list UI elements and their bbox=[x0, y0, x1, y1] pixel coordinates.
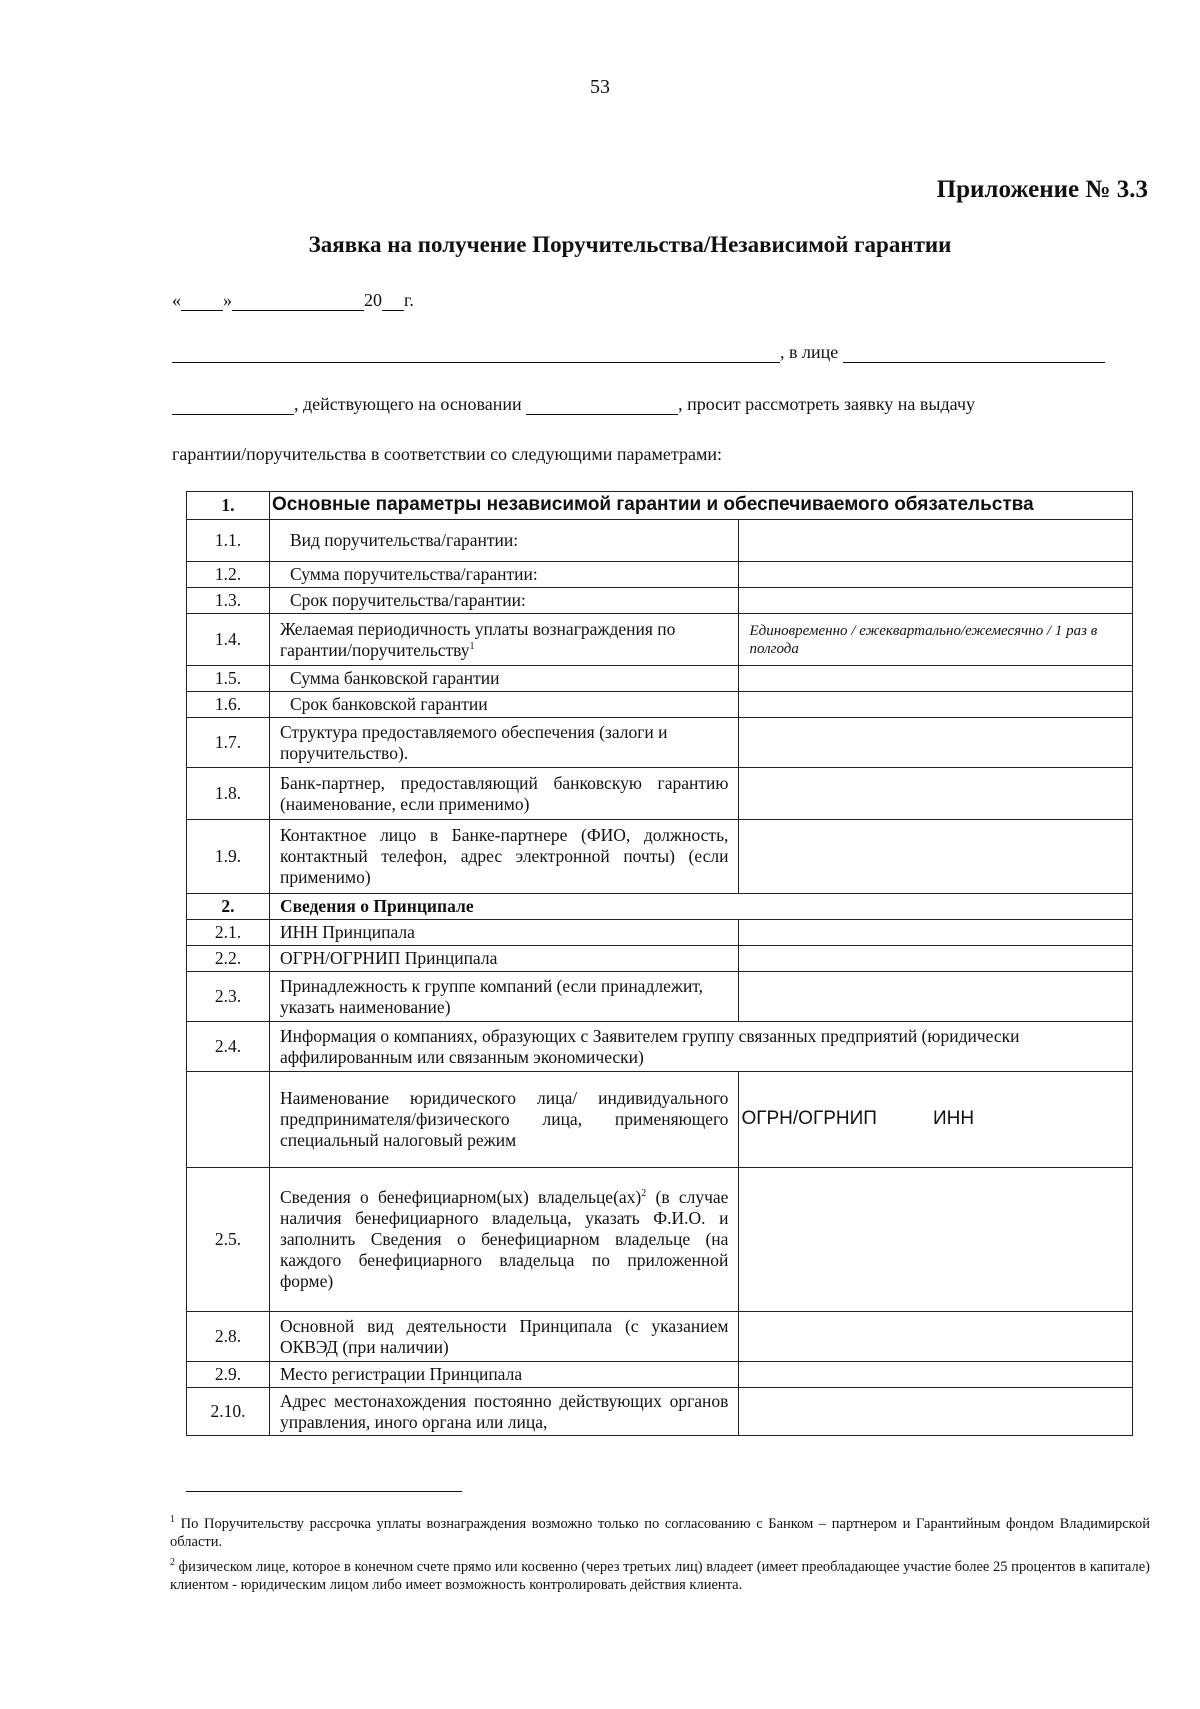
row-label: Принадлежность к группе компаний (если принадлежит, указать наименование) bbox=[269, 972, 738, 1022]
table-row bbox=[187, 1168, 1133, 1312]
inn-header: ИНН bbox=[932, 1108, 975, 1130]
row-number: 2.2. bbox=[187, 946, 270, 972]
year-suffix: г. bbox=[404, 290, 414, 310]
table-row bbox=[187, 562, 1133, 588]
table-row bbox=[187, 1072, 1133, 1168]
row-value[interactable] bbox=[739, 692, 1133, 718]
footnote-text: По Поручительству рассрочка уплаты вознаграждения возможно только по согласованию с Банком – партнером и Гарантийным фондом Владимирской области. bbox=[170, 1515, 1150, 1550]
row-label bbox=[269, 1168, 738, 1312]
row-number: 1.1. bbox=[187, 520, 270, 562]
row-number: 2. bbox=[187, 894, 270, 920]
row-number: 1.7. bbox=[187, 718, 270, 768]
table-row bbox=[187, 894, 1133, 920]
footnote-2 bbox=[170, 1557, 1150, 1594]
row-number: 1. bbox=[187, 492, 270, 520]
table-row bbox=[187, 946, 1133, 972]
row-label: Сумма поручительства/гарантии: bbox=[269, 562, 738, 588]
related-companies-header bbox=[739, 1072, 1133, 1168]
row-label: Сумма банковской гарантии bbox=[269, 666, 738, 692]
row-value[interactable] bbox=[739, 1362, 1133, 1388]
section-header: Основные параметры независимой гарантии и обеспечиваемого обязательства bbox=[269, 492, 1132, 520]
row-label: Место регистрации Принципала bbox=[269, 1362, 738, 1388]
row-value[interactable] bbox=[739, 820, 1133, 894]
basis-line bbox=[172, 394, 975, 415]
row-label: Информация о компаниях, образующих с Заявителем группу связанных предприятий (юридически аффилированным или связанным экономически) bbox=[269, 1022, 1132, 1072]
table-row bbox=[187, 1312, 1133, 1362]
row-number: 1.9. bbox=[187, 820, 270, 894]
footnote-ref: 1 bbox=[469, 640, 475, 652]
day-field[interactable] bbox=[181, 293, 223, 311]
row-label: Срок банковской гарантии bbox=[269, 692, 738, 718]
row-label-text: Сведения о бенефициарном(ых) владельце(ах) bbox=[279, 1187, 642, 1207]
payment-frequency-options[interactable]: Единовременно / ежеквартально/ежемесячно / 1 раз в полгода bbox=[739, 614, 1133, 666]
ogrn-header: ОГРН/ОГРНИП bbox=[741, 1108, 877, 1130]
row-label: Структура предоставляемого обеспечения (залоги и поручительство). bbox=[269, 718, 738, 768]
applicant-line bbox=[172, 342, 1105, 363]
position-field[interactable] bbox=[172, 397, 294, 415]
table-row bbox=[187, 614, 1133, 666]
row-value[interactable] bbox=[739, 972, 1133, 1022]
footnote-text: физическом лице, которое в конечном счете прямо или косвенно (через третьих лиц) владеет (имеет преобладающее участие более 25 процентов в капитале) клиентом - юридическим лицом либо имеет возможность контролировать действия клиента. bbox=[170, 1558, 1150, 1593]
row-label: ОГРН/ОГРНИП Принципала bbox=[269, 946, 738, 972]
row-value[interactable] bbox=[739, 920, 1133, 946]
section-header: Сведения о Принципале bbox=[269, 894, 1132, 920]
acting-basis-text: , действующего на основании bbox=[294, 394, 522, 414]
page-number: 53 bbox=[590, 76, 610, 98]
row-number: 1.3. bbox=[187, 588, 270, 614]
year-prefix: 20 bbox=[364, 290, 382, 310]
table-row bbox=[187, 492, 1133, 520]
table-row bbox=[187, 1362, 1133, 1388]
table-row bbox=[187, 692, 1133, 718]
row-value[interactable] bbox=[739, 1168, 1133, 1312]
row-value[interactable] bbox=[739, 588, 1133, 614]
applicant-name-field[interactable] bbox=[172, 345, 780, 363]
footnote-ref: 2 bbox=[641, 1188, 647, 1200]
row-label: Наименование юридического лица/ индивидуального предпринимателя/физического лица, применяющего специальный налоговый режим bbox=[269, 1072, 738, 1168]
row-value[interactable] bbox=[739, 1312, 1133, 1362]
document-title: Заявка на получение Поручительства/Независимой гарантии bbox=[308, 232, 952, 257]
row-label: Вид поручительства/гарантии: bbox=[269, 520, 738, 562]
row-number: 1.8. bbox=[187, 768, 270, 820]
row-label: ИНН Принципала bbox=[269, 920, 738, 946]
row-value[interactable] bbox=[739, 666, 1133, 692]
footnote-mark: 2 bbox=[170, 1557, 175, 1568]
footnote-1 bbox=[170, 1514, 1150, 1551]
table-row bbox=[187, 1022, 1133, 1072]
date-line bbox=[172, 290, 414, 311]
row-number: 2.10. bbox=[187, 1388, 270, 1436]
footnote-separator bbox=[186, 1491, 462, 1492]
request-text: , просит рассмотреть заявку на выдачу bbox=[678, 394, 975, 414]
table-row bbox=[187, 768, 1133, 820]
row-label: Основной вид деятельности Принципала (с указанием ОКВЭД (при наличии) bbox=[269, 1312, 738, 1362]
table-row bbox=[187, 718, 1133, 768]
table-row bbox=[187, 972, 1133, 1022]
row-label-text-cont: (в случае наличия бенефициарного владельца, указать Ф.И.О. и заполнить Сведения о бенефициарном владельце (на каждого бенефициарного владельца по приложенной форме) bbox=[279, 1187, 729, 1291]
table-row bbox=[187, 666, 1133, 692]
row-number: 2.9. bbox=[187, 1362, 270, 1388]
row-value[interactable] bbox=[739, 946, 1133, 972]
footnote-mark: 1 bbox=[170, 1514, 175, 1525]
row-number: 1.5. bbox=[187, 666, 270, 692]
row-label bbox=[269, 614, 738, 666]
row-label-text: Желаемая периодичность уплаты вознаграждения по гарантии/поручительству bbox=[279, 618, 676, 660]
table-row bbox=[187, 520, 1133, 562]
row-value[interactable] bbox=[739, 520, 1133, 562]
representative-field[interactable] bbox=[843, 345, 1105, 363]
application-table bbox=[186, 491, 1133, 1436]
row-value[interactable] bbox=[739, 768, 1133, 820]
row-value[interactable] bbox=[739, 718, 1133, 768]
row-label: Банк-партнер, предоставляющий банковскую гарантию (наименование, если применимо) bbox=[269, 768, 738, 820]
in-person-text: , в лице bbox=[780, 342, 839, 362]
year-field[interactable] bbox=[382, 293, 404, 311]
row-number: 2.3. bbox=[187, 972, 270, 1022]
row-number: 1.2. bbox=[187, 562, 270, 588]
row-label: Срок поручительства/гарантии: bbox=[269, 588, 738, 614]
row-label: Контактное лицо в Банке-партнере (ФИО, должность, контактный телефон, адрес электронной почты) (если применимо) bbox=[269, 820, 738, 894]
row-number bbox=[187, 1072, 270, 1168]
table-row bbox=[187, 1388, 1133, 1436]
month-field[interactable] bbox=[232, 293, 364, 311]
row-number: 2.4. bbox=[187, 1022, 270, 1072]
row-number: 1.4. bbox=[187, 614, 270, 666]
quote-close: » bbox=[223, 290, 232, 310]
quote-open: « bbox=[172, 290, 181, 310]
row-number: 1.6. bbox=[187, 692, 270, 718]
row-number: 2.1. bbox=[187, 920, 270, 946]
table-row bbox=[187, 588, 1133, 614]
row-number: 2.5. bbox=[187, 1168, 270, 1312]
row-value[interactable] bbox=[739, 1388, 1133, 1436]
row-label: Адрес местонахождения постоянно действующих органов управления, иного органа или лица, bbox=[269, 1388, 738, 1436]
appendix-label: Приложение № 3.3 bbox=[936, 176, 1148, 203]
params-text: гарантии/поручительства в соответствии со следующими параметрами: bbox=[172, 444, 722, 464]
table-row bbox=[187, 820, 1133, 894]
basis-field[interactable] bbox=[526, 397, 678, 415]
row-value[interactable] bbox=[739, 562, 1133, 588]
row-number: 2.8. bbox=[187, 1312, 270, 1362]
table-row bbox=[187, 920, 1133, 946]
